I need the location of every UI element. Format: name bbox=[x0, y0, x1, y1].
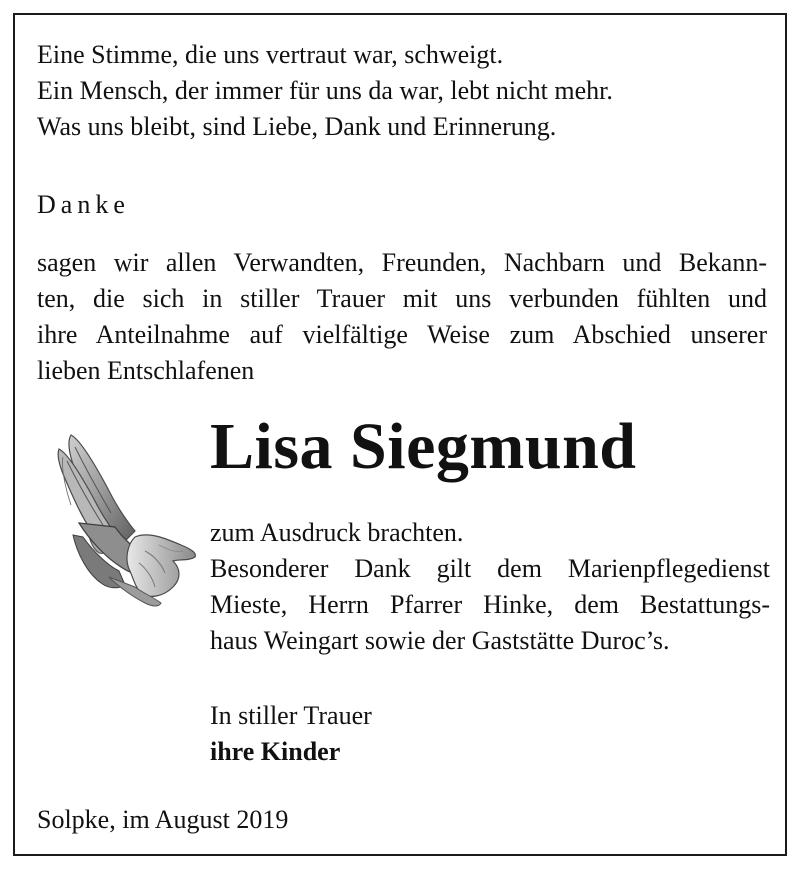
verse-line-2: Ein Mensch, der immer für uns da war, lebt nicht mehr. bbox=[37, 76, 613, 105]
thanks-line-1: sagen wir allen Verwandten, Freunden, Nachbarn und Bekann- bbox=[37, 248, 767, 277]
signature-line-1: In stiller Trauer bbox=[210, 701, 372, 730]
closing-line-2: Besonderer Dank gilt dem Marienpflegedienst bbox=[210, 554, 770, 583]
thanks-line-3: ihre Anteilnahme auf vielfältige Weise zum Abschied unserer bbox=[37, 320, 767, 349]
thanks-line-2: ten, die sich in stiller Trauer mit uns verbunden fühlten und bbox=[37, 284, 767, 313]
verse-line-1: Eine Stimme, die uns vertraut war, schweigt. bbox=[37, 40, 504, 69]
thanks-paragraph bbox=[37, 245, 767, 389]
obituary-frame bbox=[13, 13, 787, 856]
place-date: Solpke, im August 2019 bbox=[37, 805, 289, 834]
praying-hands-icon bbox=[49, 427, 199, 612]
danke-heading: Danke bbox=[37, 190, 130, 219]
closing-line-1: zum Ausdruck brachten. bbox=[210, 518, 464, 547]
closing-paragraph bbox=[210, 515, 770, 659]
closing-line-4: haus Weingart sowie der Gaststätte Duroc’s. bbox=[210, 626, 670, 655]
verse-block bbox=[37, 37, 613, 145]
closing-line-3: Mieste, Herrn Pfarrer Hinke, dem Bestattungs- bbox=[210, 590, 770, 619]
deceased-name: Lisa Siegmund bbox=[210, 410, 637, 483]
thanks-line-4: lieben Entschlafenen bbox=[37, 356, 255, 385]
signature-line-2: ihre Kinder bbox=[210, 737, 341, 766]
verse-line-3: Was uns bleibt, sind Liebe, Dank und Erinnerung. bbox=[37, 112, 557, 141]
